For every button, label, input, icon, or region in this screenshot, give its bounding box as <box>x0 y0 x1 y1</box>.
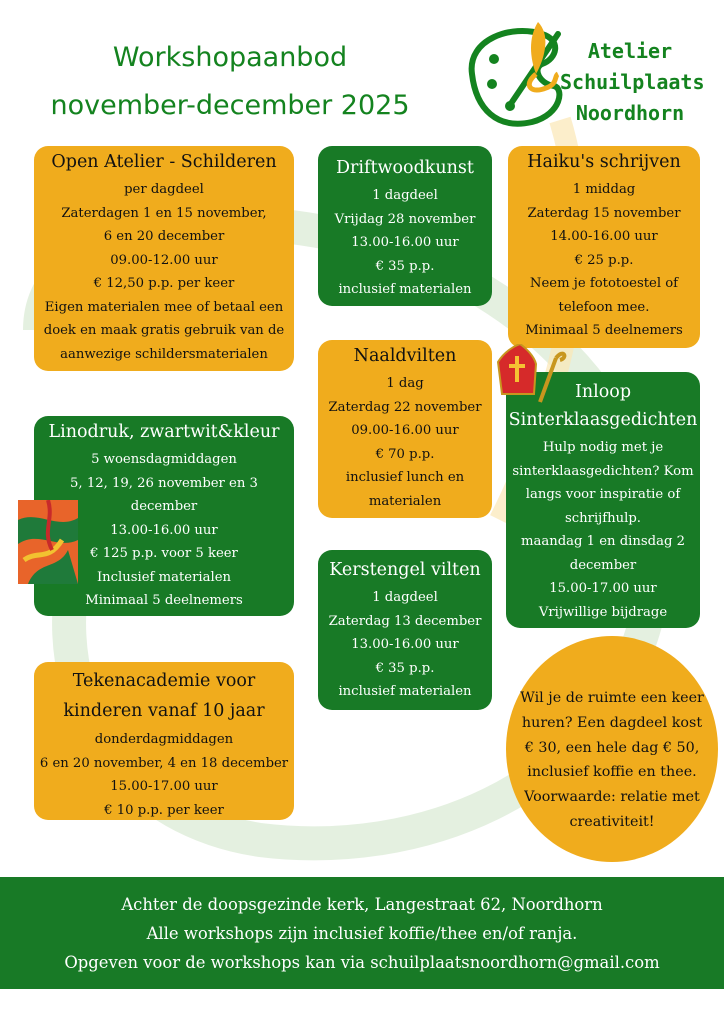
rent-space-circle: Wil je de ruimte een keer huren? Een dagdeel kost € 30, een hele dag € 50, inclusief koffie en thee. Voorwaarde: relatie met creativiteit! <box>506 636 718 862</box>
card-linodruk: Linodruk, zwartwit&kleur 5 woensdagmiddagen 5, 12, 19, 26 november en 3 december 13.00-16.00 uur € 125 p.p. voor 5 keer Inclusief materialen Minimaal 5 deelnemers <box>34 416 294 616</box>
linocut-artwork-image <box>18 500 78 584</box>
card-tekenacademie: Tekenacademie voor kinderen vanaf 10 jaar donderdagmiddagen 6 en 20 november, 4 en 18 december 15.00-17.00 uur € 10 p.p. per keer <box>34 662 294 820</box>
page-title: Workshopaanbod november-december 2025 <box>50 42 410 121</box>
logo-text: Atelier Schuilplaats Noordhorn <box>560 39 705 125</box>
card-sinterklaasgedichten: Inloop Sinterklaasgedichten Hulp nodig met je sinterklaasgedichten? Kom langs voor inspiratie of schrijfhulp. maandag 1 en dinsdag 2 december 15.00-17.00 uur Vrijwillige bijdrage <box>506 372 700 628</box>
card-naaldvilten: Naaldvilten 1 dag Zaterdag 22 november 09.00-16.00 uur € 70 p.p. inclusief lunch en materialen <box>318 340 492 518</box>
card-driftwoodkunst: Driftwoodkunst 1 dagdeel Vrijdag 28 november 13.00-16.00 uur € 35 p.p. inclusief materialen <box>318 146 492 306</box>
mitre-staff-icon <box>494 344 568 404</box>
footer-band <box>0 877 724 989</box>
footer-signup: Opgeven voor de workshops kan via schuilplaatsnoordhorn@gmail.com <box>64 953 660 972</box>
card-open-atelier: Open Atelier - Schilderen per dagdeel Zaterdagen 1 en 15 november, 6 en 20 december 09.00-12.00 uur € 12,50 p.p. per keer Eigen materialen mee of betaal een doek en maak gratis gebruik van de aanwezige schildersmaterialen <box>34 146 294 371</box>
card-kerstengel-vilten: Kerstengel vilten 1 dagdeel Zaterdag 13 december 13.00-16.00 uur € 35 p.p. inclusief materialen <box>318 550 492 710</box>
footer-address: Achter de doopsgezinde kerk, Langestraat 62, Noordhorn <box>121 895 603 914</box>
footer-coffee-note: Alle workshops zijn inclusief koffie/thee en/of ranja. <box>146 924 578 943</box>
card-haiku: Haiku's schrijven 1 middag Zaterdag 15 november 14.00-16.00 uur € 25 p.p. Neem je fototoestel of telefoon mee. Minimaal 5 deelnemers <box>508 146 700 348</box>
